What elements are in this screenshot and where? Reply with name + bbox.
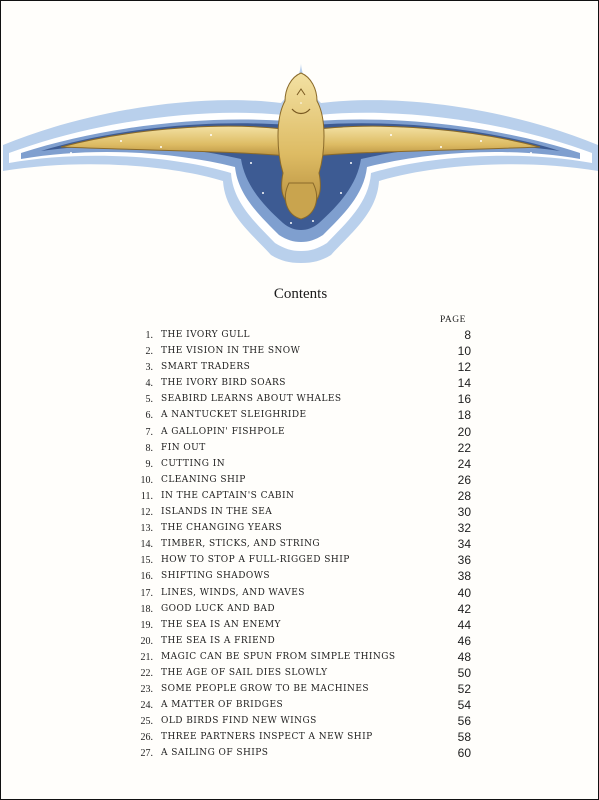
toc-entry-page: 22: [457, 440, 471, 455]
toc-entry: [1, 473, 599, 489]
toc-entry-number: 5.: [145, 394, 153, 406]
toc-entry-number: 17.: [140, 587, 153, 599]
toc-entry-number: 20.: [140, 635, 153, 647]
toc-entry-page: 12: [457, 360, 471, 375]
toc-entry-page: 50: [457, 665, 471, 680]
toc-entry-title: THE CHANGING YEARS: [161, 523, 283, 534]
toc-entry-page: 28: [457, 488, 471, 503]
toc-entry-number: 27.: [140, 748, 153, 760]
toc-entry: [1, 408, 599, 424]
toc-entry-number: 1.: [145, 330, 153, 341]
toc-entry-page: 56: [457, 714, 471, 729]
toc-entry: [1, 586, 599, 602]
toc-entry-number: 10.: [140, 474, 153, 486]
toc-entry-page: 48: [457, 649, 471, 664]
toc-entry-page: 16: [457, 392, 471, 407]
toc-entry-title: MAGIC CAN BE SPUN FROM SIMPLE THINGS: [161, 651, 396, 662]
ivory-gull-icon: [1, 23, 599, 273]
toc-entry: [1, 650, 599, 666]
toc-entry-title: THE IVORY GULL: [161, 330, 250, 340]
toc-entry-title: A MATTER OF BRIDGES: [161, 700, 284, 711]
toc-entry-number: 22.: [140, 667, 153, 679]
toc-entry-number: 3.: [145, 362, 153, 374]
toc-entry-page: 34: [457, 537, 471, 552]
toc-entry: [1, 634, 599, 650]
toc-entry: [1, 569, 599, 585]
toc-entry: [1, 360, 599, 376]
toc-entry: [1, 457, 599, 473]
toc-entry: [1, 537, 599, 553]
page-column-header: PAGE: [440, 315, 466, 325]
toc-entry-page: 40: [457, 585, 471, 600]
toc-entry-number: 8.: [145, 442, 153, 454]
toc-entry-number: 9.: [145, 458, 153, 470]
toc-entry-title: LINES, WINDS, AND WAVES: [161, 587, 305, 598]
toc-entry-number: 16.: [140, 571, 153, 583]
toc-entry-number: 19.: [140, 619, 153, 631]
toc-entry-title: HOW TO STOP A FULL-RIGGED SHIP: [161, 555, 350, 566]
toc-entry: [1, 602, 599, 618]
toc-entry: [1, 376, 599, 392]
toc-entry-title: THREE PARTNERS INSPECT A NEW SHIP: [161, 732, 373, 743]
toc-entry: [1, 553, 599, 569]
toc-entry-page: 42: [457, 601, 471, 616]
toc-entry-title: A GALLOPIN' FISHPOLE: [161, 426, 285, 437]
toc-entry: [1, 698, 599, 714]
toc-entry-title: THE IVORY BIRD SOARS: [161, 378, 286, 389]
toc-entry-page: 44: [457, 617, 471, 632]
toc-entry-page: 60: [457, 746, 471, 761]
toc-entry-title: IN THE CAPTAIN'S CABIN: [161, 490, 295, 501]
toc-entry: [1, 392, 599, 408]
toc-entry-title: THE VISION IN THE SNOW: [161, 346, 301, 357]
toc-entry: [1, 505, 599, 521]
toc-entry: [1, 666, 599, 682]
toc-entry: [1, 328, 599, 344]
toc-entry-title: SOME PEOPLE GROW TO BE MACHINES: [161, 684, 369, 695]
toc-entry-page: 24: [457, 456, 471, 471]
toc-entry-page: 54: [457, 698, 471, 713]
toc-entry-page: 26: [457, 472, 471, 487]
toc-entry: [1, 344, 599, 360]
toc-entry: [1, 746, 599, 762]
toc-entry-title: ISLANDS IN THE SEA: [161, 507, 273, 518]
toc-entry: [1, 489, 599, 505]
toc-entry-page: 30: [457, 505, 471, 520]
toc-entry-page: 14: [457, 376, 471, 391]
toc-entry-title: A NANTUCKET SLEIGHRIDE: [161, 410, 307, 421]
toc-entry-page: 38: [457, 569, 471, 584]
toc-entry-title: SHIFTING SHADOWS: [161, 571, 271, 582]
toc-entry-number: 11.: [140, 490, 153, 502]
toc-entry-title: OLD BIRDS FIND NEW WINGS: [161, 716, 317, 727]
toc-entry-page: 46: [457, 633, 471, 648]
toc-entry-number: 15.: [140, 555, 153, 567]
page-title: Contents: [273, 286, 328, 302]
toc-entry-title: THE AGE OF SAIL DIES SLOWLY: [161, 667, 328, 678]
toc-entry: [1, 521, 599, 537]
toc-entry: [1, 618, 599, 634]
toc-entry-page: 18: [457, 408, 471, 423]
table-of-contents: [1, 328, 599, 763]
toc-entry-title: TIMBER, STICKS, AND STRING: [161, 539, 321, 550]
toc-entry-title: GOOD LUCK AND BAD: [161, 603, 275, 614]
toc-entry-number: 18.: [140, 603, 153, 615]
toc-entry-number: 7.: [145, 426, 153, 438]
toc-entry-number: 21.: [140, 651, 153, 663]
toc-entry-page: 36: [457, 553, 471, 568]
toc-entry: [1, 441, 599, 457]
toc-entry-number: 13.: [140, 523, 153, 535]
toc-entry-title: SMART TRADERS: [161, 362, 251, 373]
toc-entry-page: 52: [457, 682, 471, 697]
toc-entry-number: 12.: [140, 507, 153, 519]
toc-entry-title: A SAILING OF SHIPS: [161, 748, 269, 759]
toc-entry: [1, 425, 599, 441]
toc-entry-number: 24.: [140, 700, 153, 712]
toc-entry-number: 25.: [140, 716, 153, 728]
toc-entry-number: 14.: [140, 539, 153, 551]
toc-entry-number: 6.: [145, 410, 153, 422]
toc-entry-title: SEABIRD LEARNS ABOUT WHALES: [161, 394, 342, 405]
toc-entry-page: 8: [464, 328, 471, 342]
toc-entry-title: THE SEA IS AN ENEMY: [161, 619, 281, 630]
toc-entry: [1, 730, 599, 746]
toc-entry-page: 32: [457, 521, 471, 536]
toc-entry-number: 26.: [140, 732, 153, 744]
toc-entry-number: 2.: [145, 346, 153, 358]
toc-entry: [1, 714, 599, 730]
toc-entry-number: 4.: [145, 378, 153, 390]
toc-entry-number: 23.: [140, 684, 153, 696]
toc-entry-page: 20: [457, 424, 471, 439]
toc-entry: [1, 682, 599, 698]
toc-entry-page: 10: [457, 344, 471, 359]
toc-entry-title: CLEANING SHIP: [161, 474, 246, 485]
toc-entry-title: THE SEA IS A FRIEND: [161, 635, 276, 646]
toc-entry-title: CUTTING IN: [161, 458, 226, 469]
toc-entry-page: 58: [457, 730, 471, 745]
toc-entry-title: FIN OUT: [161, 442, 206, 453]
